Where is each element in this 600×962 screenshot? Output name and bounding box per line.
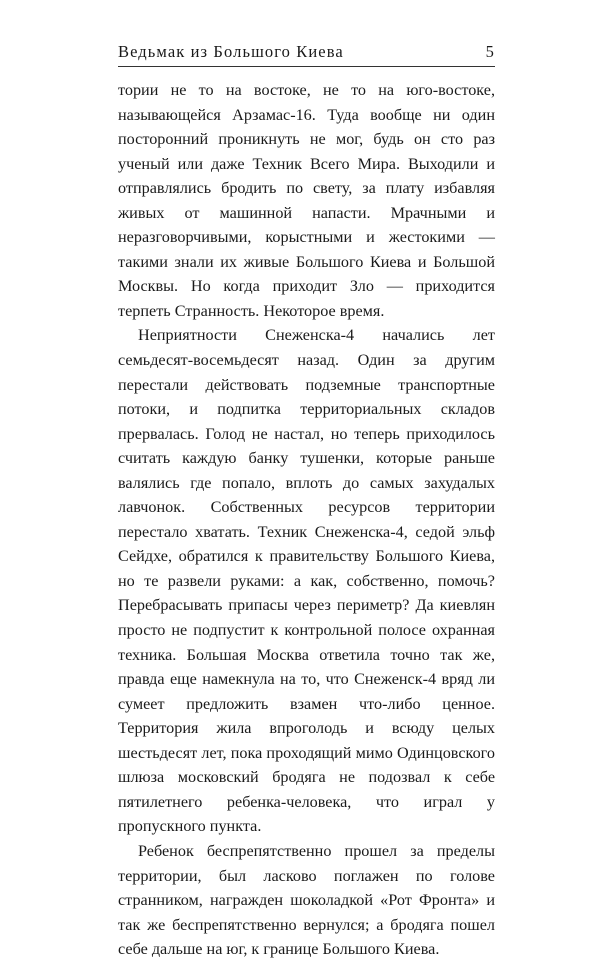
paragraph-3: Ребенок беспрепятственно прошел за пределы территории, был ласково поглажен по голове странником, награжден шоколадкой «Рот Фронта» и так же беспрепятственно вернулся; а бродяга пошел себе дальше на юг, к границе Большого Киева. — [118, 841, 495, 959]
running-title: Ведьмак из Большого Киева — [118, 42, 344, 61]
paragraph-2: Неприятности Снеженска-4 начались лет семьдесят-восемьдесят назад. Один за другим перестали действовать подземные транспортные потоки, и подпитка территориальных складов прервалась. Голод не настал, но теперь приходилось считать каждую банку тушенки, которые раньше валялись где попало, вплоть до самых захудалых лавчонок. Собственных ресурсов территории перестало хватать. Техник Снеженска-4, седой эльф Сейдхе, обратился к правительству Большого Киева, но те развели руками: а как, собственно, помочь? Перебрасывать припасы через периметр? Да киевлян просто не подпустит к контрольной полосе охранная техника. Большая Москва ответила точно так же, правда еще намекнула на то, что Снеженск-4 вряд ли сумеет предложить взамен что-либо ценное. Территория жила впроголодь и всюду целых шестьдесят лет, пока проходящий мимо Одинцовского шлюза московский бродяга не подозвал к себе пятилетнего ребенка-человека, что играл у пропускного пункта. — [118, 326, 495, 836]
paragraph-1: тории не то на востоке, не то на юго-востоке, называющейся Арзамас-16. Туда вообще ни один посторонний проникнуть не мог, будь он сто раз ученый или даже Техник Всего Мира. Выходили и отправлялись бродить по свету, за плату избавляя живых от машинной напасти. Мрачными и неразговорчивыми, корыстными и жестокими — такими знали их живые Большого Киева и Большой Москвы. Но когда приходит Зло — приходится терпеть Странность. Некоторое время. — [118, 81, 495, 320]
page-number: 5 — [485, 42, 495, 61]
body-text — [118, 78, 495, 962]
running-head — [118, 42, 495, 62]
header-rule — [118, 66, 495, 67]
